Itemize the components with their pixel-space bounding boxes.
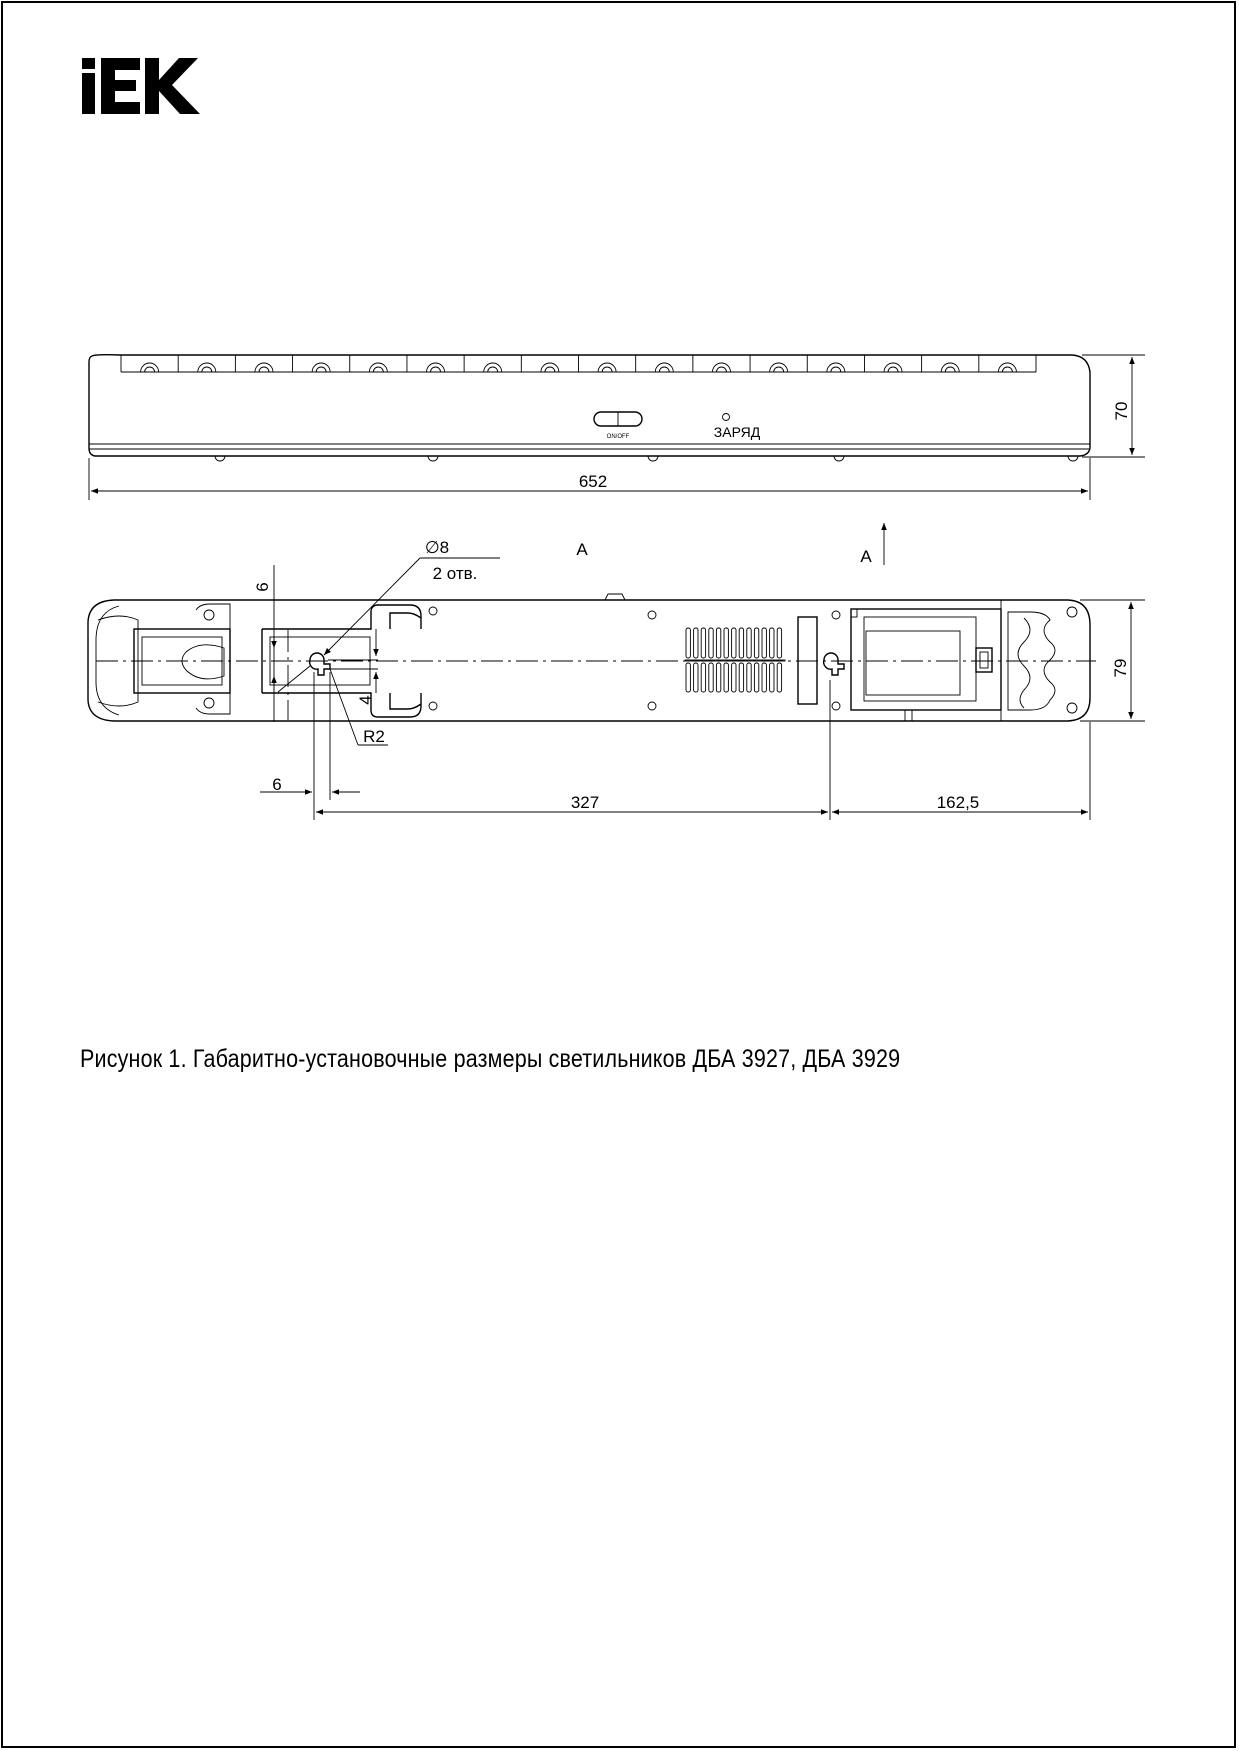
hole-count: 2 отв. xyxy=(432,564,478,583)
indicator-label: ЗАРЯД xyxy=(713,424,761,440)
side-view xyxy=(89,355,1145,500)
vent-slot xyxy=(701,628,705,658)
led-lens xyxy=(598,363,616,372)
hole-diameter: ∅8 xyxy=(424,538,450,557)
vent-slot xyxy=(770,663,774,692)
section-mark-left: A xyxy=(576,540,588,559)
vent-slot xyxy=(739,663,743,692)
led-lens xyxy=(998,363,1016,372)
led-lens xyxy=(484,363,502,372)
vent-slot xyxy=(724,628,728,658)
vent-slot xyxy=(747,628,751,658)
dim-6-vertical: 6 xyxy=(253,582,272,592)
dim-327: 327 xyxy=(570,793,600,812)
vent-slot xyxy=(770,628,774,658)
vent-slot xyxy=(686,628,690,658)
side-feet xyxy=(215,456,1078,461)
figure-caption: Рисунок 1. Габаритно-установочные размеры светильников ДБА 3927, ДБА 3929 xyxy=(80,1045,901,1073)
radius: R2 xyxy=(363,727,385,746)
led-core xyxy=(202,367,212,372)
led-lens xyxy=(369,363,387,372)
led-core xyxy=(145,367,155,372)
led-lens xyxy=(827,363,845,372)
vent-slot xyxy=(739,628,743,658)
led-core xyxy=(716,367,726,372)
left-keyhole-frame xyxy=(262,605,421,629)
led-core xyxy=(373,367,383,372)
led-core xyxy=(488,367,498,372)
section-mark-right: A xyxy=(860,547,872,566)
vent-slot xyxy=(777,663,781,692)
vent-slot xyxy=(701,663,705,692)
led-lens xyxy=(198,363,216,372)
vent-slot xyxy=(762,628,766,658)
led-lens xyxy=(312,363,330,372)
led-core xyxy=(888,367,898,372)
led-core xyxy=(316,367,326,372)
led-row xyxy=(141,355,1017,372)
led-lens xyxy=(941,363,959,372)
led-lens xyxy=(770,363,788,372)
led-core xyxy=(259,367,269,372)
vent-slot xyxy=(686,663,690,692)
led-lens xyxy=(141,363,159,372)
led-core xyxy=(545,367,555,372)
dim-6-horizontal: 6 xyxy=(272,775,282,794)
switch-label: ON/OFF xyxy=(606,434,630,440)
dim-70: 70 xyxy=(1112,401,1131,421)
led-core xyxy=(659,367,669,372)
led-core xyxy=(602,367,612,372)
led-lens xyxy=(655,363,673,372)
vent-slot xyxy=(709,663,713,692)
bottom-view xyxy=(88,523,1145,820)
led-core xyxy=(831,367,841,372)
vent-slot xyxy=(754,628,758,658)
led-lens xyxy=(712,363,730,372)
dim-162-5: 162,5 xyxy=(936,793,980,812)
vent-slot xyxy=(724,663,728,692)
keyhole-right xyxy=(824,653,844,675)
led-core xyxy=(431,367,441,372)
dim-79: 79 xyxy=(1111,658,1130,678)
led-lens xyxy=(541,363,559,372)
keyhole-left xyxy=(310,653,330,675)
vent-slot xyxy=(762,663,766,692)
vent-slot xyxy=(777,628,781,658)
led-core xyxy=(1002,367,1012,372)
vent-slot xyxy=(732,663,736,692)
led-core xyxy=(774,367,784,372)
vent-slot xyxy=(694,663,698,692)
side-slot xyxy=(798,617,817,704)
vent-slot xyxy=(694,628,698,658)
dim-652: 652 xyxy=(578,472,608,491)
vent-slot xyxy=(754,663,758,692)
vent-slot xyxy=(732,628,736,658)
led-lens xyxy=(884,363,902,372)
charge-indicator xyxy=(723,414,730,421)
vent-slot xyxy=(709,628,713,658)
vent-slot xyxy=(747,663,751,692)
dim-4: 4 xyxy=(356,695,375,705)
vent-slot xyxy=(716,628,720,658)
vent-slot xyxy=(716,663,720,692)
led-core xyxy=(945,367,955,372)
led-lens xyxy=(255,363,273,372)
led-lens xyxy=(427,363,445,372)
side-body-outline xyxy=(89,355,1090,456)
power-switch xyxy=(594,412,642,440)
bottom-body-outline xyxy=(88,600,1090,721)
